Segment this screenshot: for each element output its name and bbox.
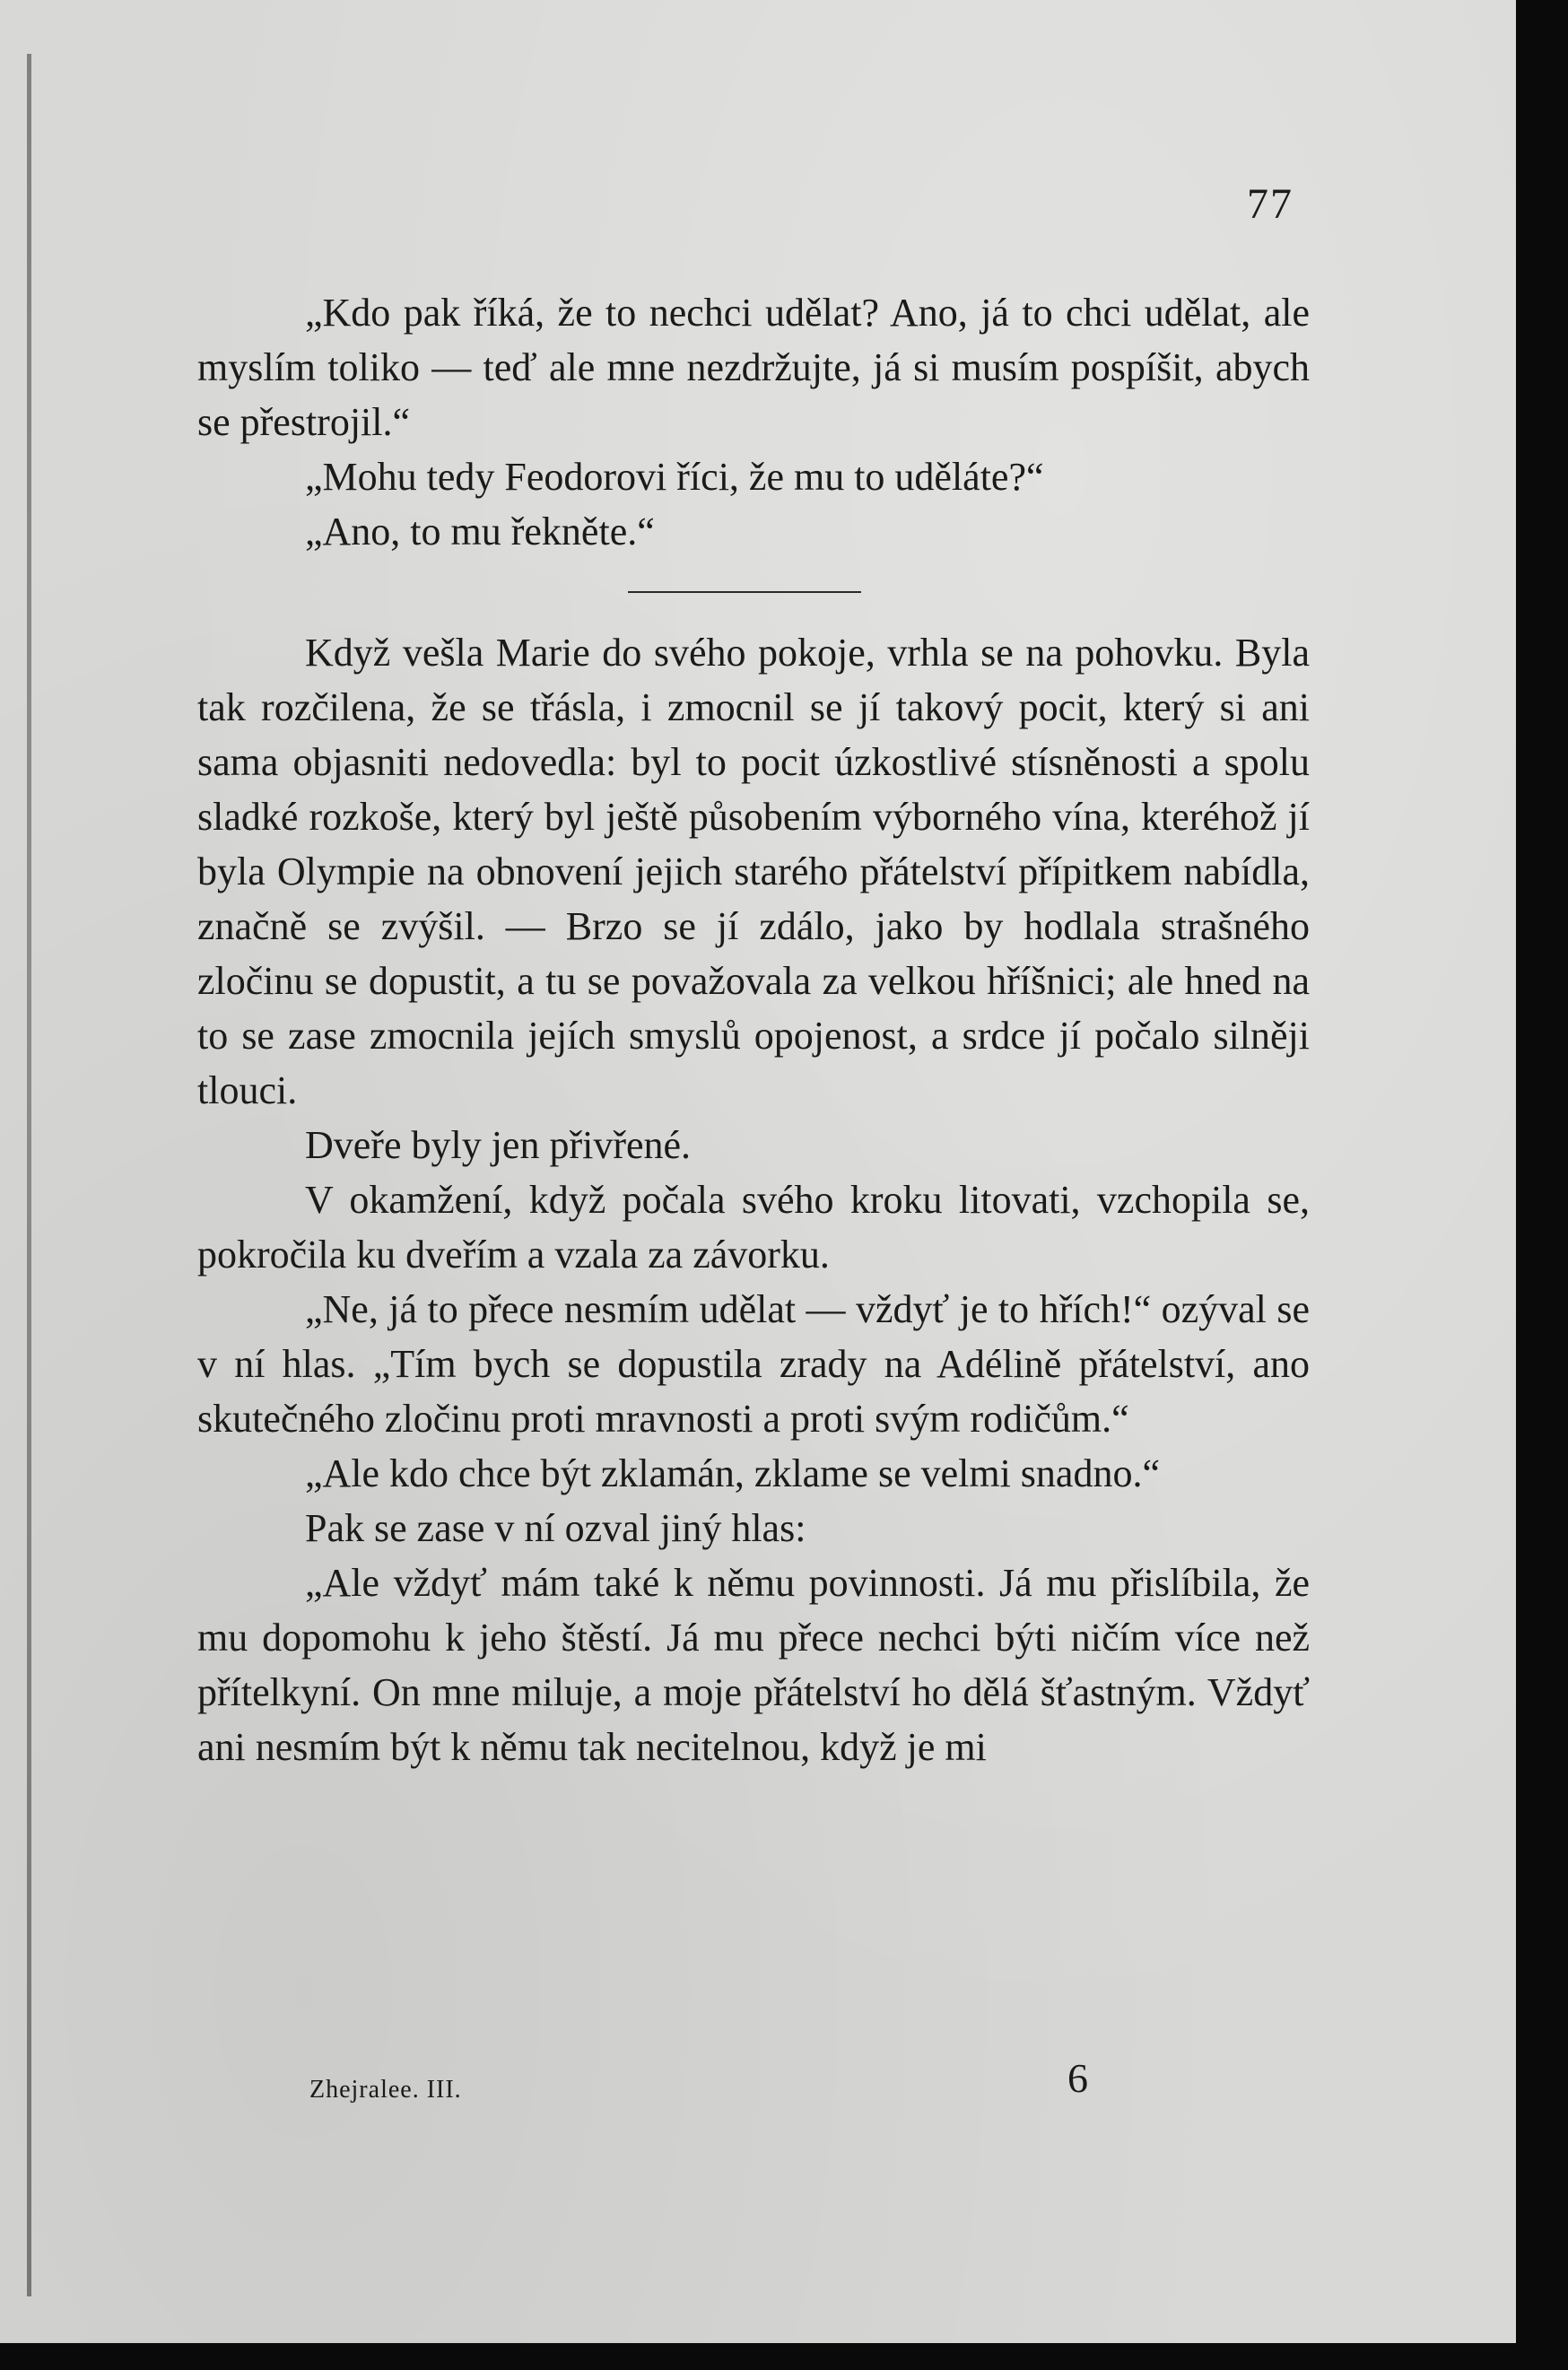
body-text	[197, 285, 1310, 1774]
paragraph: „Kdo pak říká, že to nechci udělat? Ano, já to chci udělat, ale myslím toliko — teď ale mne nezdržujte, já si musím pospíšit, abych se přestrojil.“	[197, 291, 1310, 444]
paragraph: „Ano, to mu řekněte.“	[305, 510, 655, 553]
printer-signature: Zhejralee. III.	[309, 2076, 462, 2104]
paragraph: „Ale kdo chce být zklamán, zklame se velmi snadno.“	[305, 1451, 1160, 1495]
paragraph: „Mohu tedy Feodorovi říci, že mu to uděláte?“	[305, 455, 1044, 499]
paragraph: Dveře byly jen přivřené.	[305, 1123, 692, 1167]
paragraph: V okamžení, když počala svého kroku litovati, vzchopila se, pokročila ku dveřím a vzala za závorku.	[197, 1178, 1310, 1276]
page-number: 77	[1247, 180, 1294, 228]
scan-border-bottom	[0, 2343, 1568, 2370]
section-separator	[628, 591, 861, 593]
paragraph: „Ale vždyť mám také k němu povinnosti. Já mu přislíbila, že mu dopomohu k jeho štěstí. Já mu přece nechci býti ničím více než přítelkyní. On mne miluje, a moje přátelství ho dělá šťastným. Vždyť ani nesmím být k němu tak necitelnou, když je mi	[197, 1561, 1310, 1769]
paragraph: Pak se zase v ní ozval jiný hlas:	[305, 1506, 806, 1550]
scan-border-right	[1516, 0, 1568, 2370]
sheet-number: 6	[1067, 2055, 1088, 2101]
paragraph: Když vešla Marie do svého pokoje, vrhla se na pohovku. Byla tak rozčilena, že se třásla, i zmocnil se jí takový pocit, který si ani sama objasniti nedovedla: byl to pocit úzkostlivé stísněnosti a spolu sladké rozkoše, který byl ještě působením výborného vína, kteréhož jí byla Olympie na obnovení jejich starého přátelství přípitkem nabídla, značně se zvýšil. — Brzo se jí zdálo, jako by hodlala strašného zločinu se dopustit, a tu se považovala za velkou hříšnici; ale hned na to se zase zmocnila jejích smyslů opojenost, a srdce jí počalo silněji tlouci.	[197, 631, 1310, 1112]
paragraph: „Ne, já to přece nesmím udělat — vždyť je to hřích!“ ozýval se v ní hlas. „Tím bych se dopustila zrady na Adélině přátelství, ano skutečného zločinu proti mravnosti a proti svým rodičům.“	[197, 1287, 1310, 1441]
binding-gutter	[27, 54, 31, 2296]
